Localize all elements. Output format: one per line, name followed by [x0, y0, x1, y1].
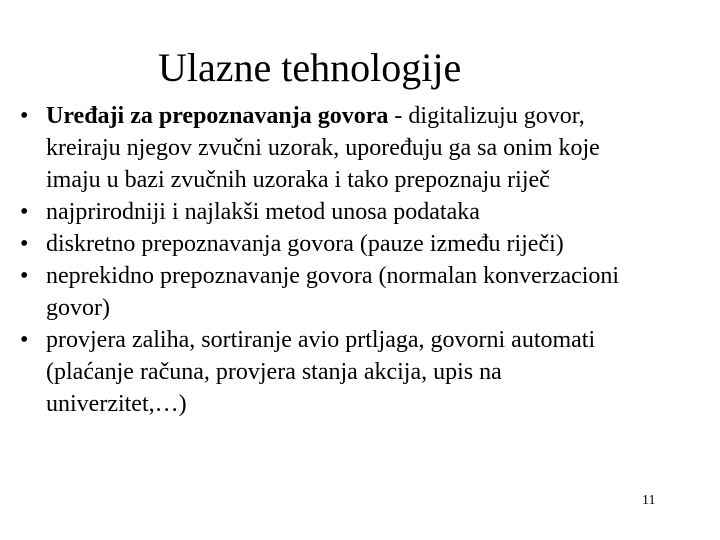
bullet-icon: •: [20, 263, 29, 289]
bullet-text: provjera zaliha, sortiranje avio prtljaga, govorni automati (plaćanje računa, provjera stanja akcija, upis na univerzitet,…): [46, 327, 596, 417]
bullet-item-applications: [20, 324, 640, 420]
bullet-text: diskretno prepoznavanja govora (pauze između riječi): [46, 231, 564, 257]
slide-title: Ulazne tehnologije: [158, 45, 462, 90]
bullet-item-discrete-recognition: [20, 228, 640, 260]
slide-number: 11: [642, 493, 656, 508]
bullet-text: - digitalizuju govor, kreiraju njegov zvučni uzorak, upoređuju ga sa onim koje imaju u bazi zvučnih uzoraka i tako prepoznaju riječ: [46, 103, 600, 193]
bullet-bold-term: Uređaji za prepoznavanja govora: [46, 103, 389, 129]
bullet-item-continuous-recognition: [20, 260, 640, 324]
bullet-icon: •: [20, 199, 29, 225]
bullet-text: najprirodniji i najlakši metod unosa podataka: [46, 199, 480, 225]
bullet-icon: •: [20, 231, 29, 257]
bullet-list: [20, 100, 640, 420]
bullet-item-natural-input: [20, 196, 640, 228]
bullet-icon: •: [20, 103, 29, 129]
bullet-text: neprekidno prepoznavanje govora (normalan konverzacioni govor): [46, 263, 620, 321]
bullet-icon: •: [20, 327, 29, 353]
bullet-item-speech-recognition-devices: [20, 100, 640, 196]
